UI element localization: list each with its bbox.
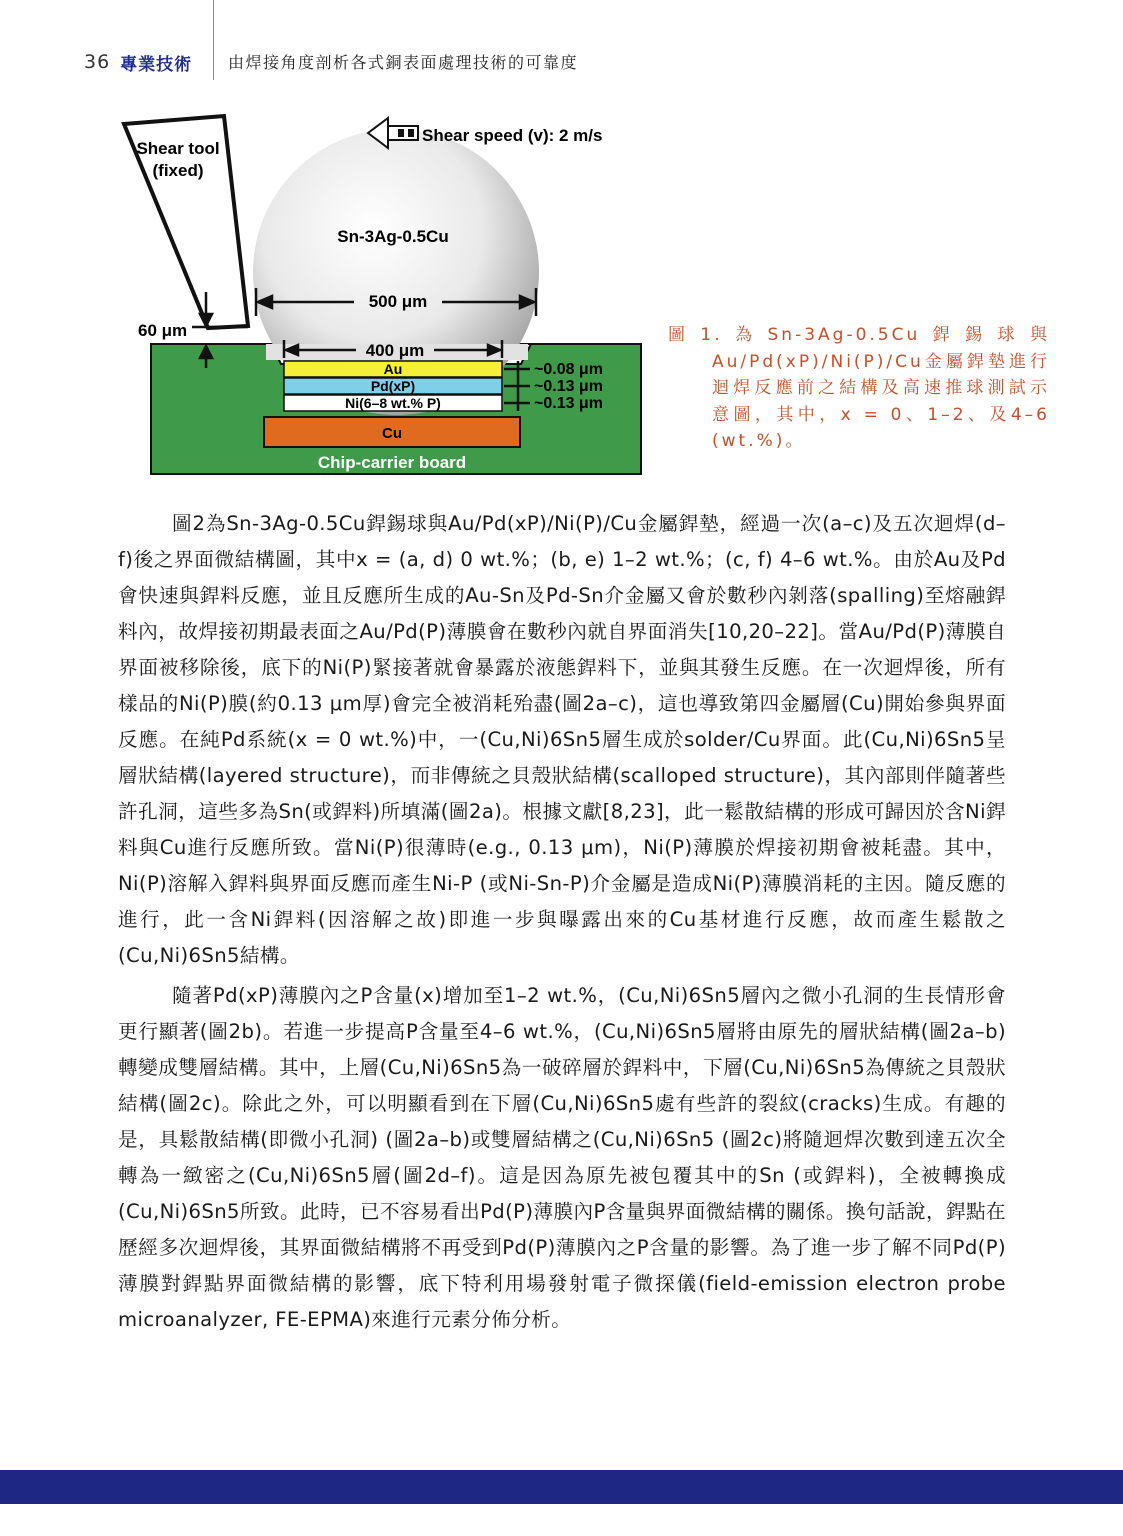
board-label: Chip-carrier board	[317, 453, 467, 472]
pd-label: Pd(xP)	[370, 378, 416, 394]
shear-tool-label: Shear tool	[136, 139, 220, 158]
article-body	[118, 506, 1006, 1338]
solder-composition-label: Sn-3Ag-0.5Cu	[337, 227, 449, 246]
cu-label: Cu	[382, 425, 402, 442]
section-label: 專業技術	[120, 54, 193, 75]
paragraph: 圖2為Sn-3Ag-0.5Cu銲錫球與Au/Pd(xP)/Ni(P)/Cu金屬銲墊，經過一次(a–c)及五次迴焊(d–f)後之界面微結構圖，其中x = (a, d) 0 wt.%；(b, e) 1–2 wt.%；(c, f) 4–6 wt.%。由於Au及Pd會快速與銲料反應，並且反應所生成的Au-Sn及Pd-Sn介金屬又會於數秒內剝落(spalling)至熔融銲料內，故焊接初期最表面之Au/Pd(P)薄膜會在數秒內就自界面消失[10,20–22]。當Au/Pd(P)薄膜自界面被移除後，底下的Ni(P)緊接著就會暴露於液態銲料下，並與其發生反應。在一次迴焊後，所有樣品的Ni(P)膜(約0.13 μm厚)會完全被消耗殆盡(圖2a–c)，這也導致第四金屬層(Cu)開始參與界面反應。在純Pd系統(x = 0 wt.%)中，一(Cu,Ni)6Sn5層生成於solder/Cu界面。此(Cu,Ni)6Sn5呈層狀結構(layered structure)，而非傳統之貝殼狀結構(scalloped structure)，其內部則伴隨著些許孔洞，這些多為Sn(或銲料)所填滿(圖2a)。根據文獻[8,23]，此一鬆散結構的形成可歸因於含Ni銲料與Cu進行反應所致。當Ni(P)很薄時(e.g., 0.13 μm)，Ni(P)薄膜於焊接初期會被耗盡。其中，Ni(P)溶解入銲料與界面反應而產生Ni-P (或Ni-Sn-P)介金屬是造成Ni(P)薄膜消耗的主因。隨反應的進行，此一含Ni銲料(因溶解之故)即進一步與曝露出來的Cu基材進行反應，故而產生鬆散之(Cu,Ni)6Sn5結構。	[118, 512, 1006, 967]
ni-label: Ni(6–8 wt.% P)	[345, 395, 441, 411]
au-label: Au	[383, 361, 403, 377]
pd-thickness: ~0.13 μm	[534, 378, 603, 395]
figure-1-diagram	[116, 112, 646, 484]
running-title: 由焊接角度剖析各式銅表面處理技術的可靠度	[228, 53, 579, 72]
au-thickness: ~0.08 μm	[534, 361, 603, 378]
page-header	[84, 44, 192, 80]
figure-caption: 圖1.為Sn-3Ag-0.5Cu銲錫球與Au/Pd(xP)/Ni(P)/Cu金屬銲墊進行迴焊反應前之結構及高速推球測試示意圖，其中，x = 0、1–2、及4–6 (wt.%)。	[668, 325, 1050, 451]
ball-diameter-label: 500 μm	[368, 292, 428, 311]
pad-diameter-label: 400 μm	[365, 341, 425, 360]
shear-speed-label: Shear speed (v): 2 m/s	[422, 126, 603, 145]
paragraph: 隨著Pd(xP)薄膜內之P含量(x)增加至1–2 wt.%，(Cu,Ni)6Sn5層內之微小孔洞的生長情形會更行顯著(圖2b)。若進一步提高P含量至4–6 wt.%，(Cu,Ni)6Sn5層將由原先的層狀結構(圖2a–b)轉變成雙層結構。其中，上層(Cu,Ni)6Sn5為一破碎層於銲料中，下層(Cu,Ni)6Sn5為傳統之貝殼狀結構(圖2c)。除此之外，可以明顯看到在下層(Cu,Ni)6Sn5處有些許的裂紋(cracks)生成。有趣的是，具鬆散結構(即微小孔洞) (圖2a–b)或雙層結構之(Cu,Ni)6Sn5 (圖2c)將隨迴焊次數到達五次全轉為一緻密之(Cu,Ni)6Sn5層(圖2d–f)。這是因為原先被包覆其中的Sn (或銲料)，全被轉換成(Cu,Ni)6Sn5所致。此時，已不容易看出Pd(P)薄膜內P含量與界面微結構的關係。換句話說，銲點在歷經多次迴焊後，其界面微結構將不再受到Pd(P)薄膜內之P含量的影響。為了進一步了解不同Pd(P)薄膜對銲點界面微結構的影響，底下特利用場發射電子微探儀(field-emission electron probe microanalyzer, FE-EPMA)來進行元素分佈分析。	[118, 984, 1006, 1331]
tool-height-label: 60 μm	[138, 321, 188, 340]
fixed-label: (fixed)	[152, 161, 204, 180]
page-number: 36	[84, 51, 111, 73]
footer-bar	[0, 1470, 1123, 1504]
header-divider	[213, 0, 214, 80]
ni-thickness: ~0.13 μm	[534, 395, 603, 412]
